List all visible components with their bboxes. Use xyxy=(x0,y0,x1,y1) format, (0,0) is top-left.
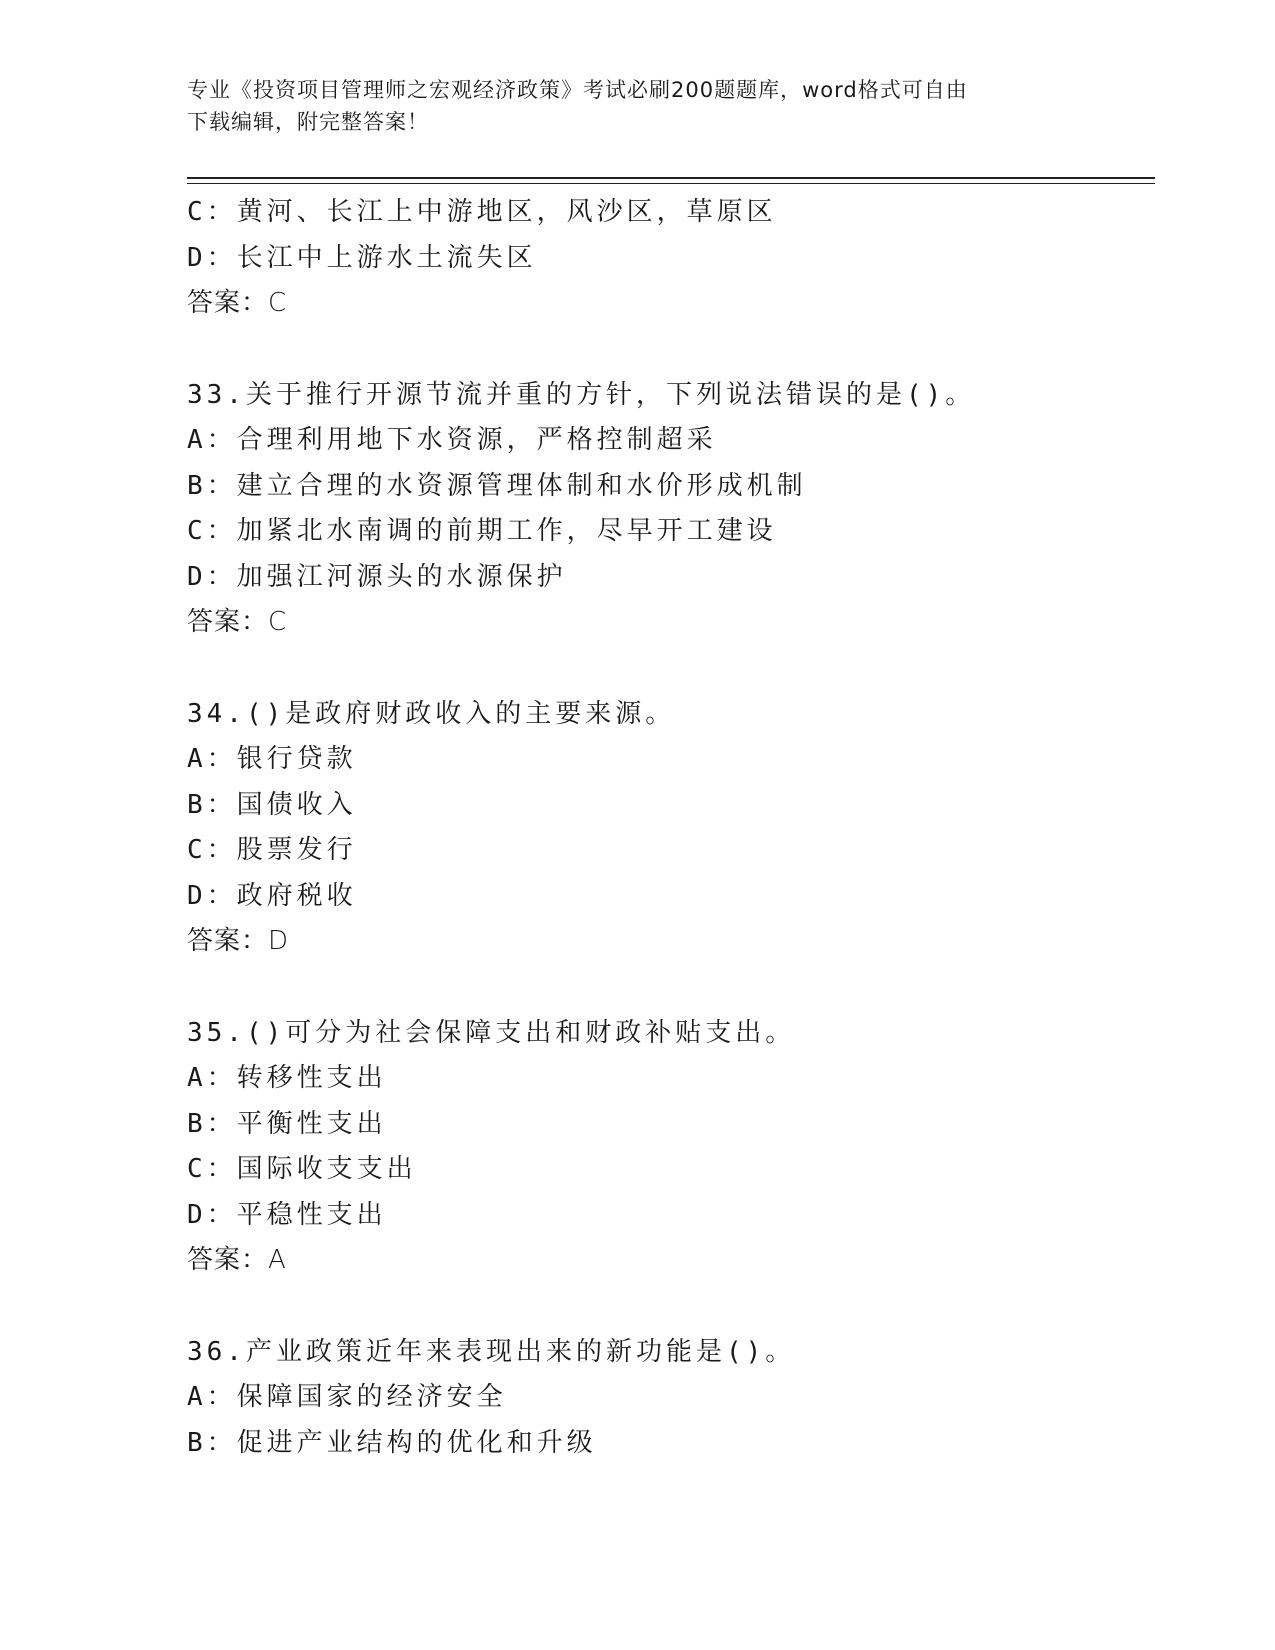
option-d: D：加强江河源头的水源保护 xyxy=(187,561,567,592)
option-b: B：建立合理的水资源管理体制和水价形成机制 xyxy=(187,470,807,501)
answer: 答案：C xyxy=(187,607,288,637)
option-a: A：合理利用地下水资源，严格控制超采 xyxy=(187,425,717,455)
option-c: C：股票发行 xyxy=(187,835,357,865)
header-rule-thick xyxy=(187,177,1155,179)
option-b: B：促进产业结构的优化和升级 xyxy=(187,1427,597,1458)
option-c: C：黄河、长江上中游地区，风沙区，草原区 xyxy=(187,197,777,227)
previous-question-tail xyxy=(187,190,1155,327)
header-line-2: 下载编辑，附完整答案！ xyxy=(187,110,429,134)
question-34 xyxy=(187,692,1155,965)
question-list xyxy=(187,190,1155,1466)
option-d: D：平稳性支出 xyxy=(187,1199,387,1230)
header-rule-thin xyxy=(187,183,1155,184)
option-a: A：转移性支出 xyxy=(187,1063,387,1093)
question-35 xyxy=(187,1011,1155,1284)
answer: 答案：D xyxy=(187,926,290,956)
question-36 xyxy=(187,1330,1155,1467)
option-c: C：加紧北水南调的前期工作，尽早开工建设 xyxy=(187,516,777,546)
option-a: A：银行贷款 xyxy=(187,744,357,774)
option-c: C：国际收支支出 xyxy=(187,1154,417,1184)
question-33 xyxy=(187,373,1155,646)
question-stem: 33.关于推行开源节流并重的方针，下列说法错误的是()。 xyxy=(187,379,976,410)
document-header xyxy=(187,74,1087,138)
option-d: D：政府税收 xyxy=(187,880,357,911)
header-line-1: 专业《投资项目管理师之宏观经济政策》考试必刷200题题库，word格式可自由 xyxy=(187,78,968,102)
question-stem: 36.产业政策近年来表现出来的新功能是()。 xyxy=(187,1336,796,1367)
option-b: B：平衡性支出 xyxy=(187,1108,387,1139)
option-a: A：保障国家的经济安全 xyxy=(187,1382,507,1412)
option-b: B：国债收入 xyxy=(187,789,357,820)
answer: 答案：C xyxy=(187,288,288,318)
question-stem: 34.()是政府财政收入的主要来源。 xyxy=(187,698,676,729)
option-d: D：长江中上游水土流失区 xyxy=(187,242,537,273)
answer: 答案：A xyxy=(187,1245,287,1275)
question-stem: 35.()可分为社会保障支出和财政补贴支出。 xyxy=(187,1017,796,1048)
